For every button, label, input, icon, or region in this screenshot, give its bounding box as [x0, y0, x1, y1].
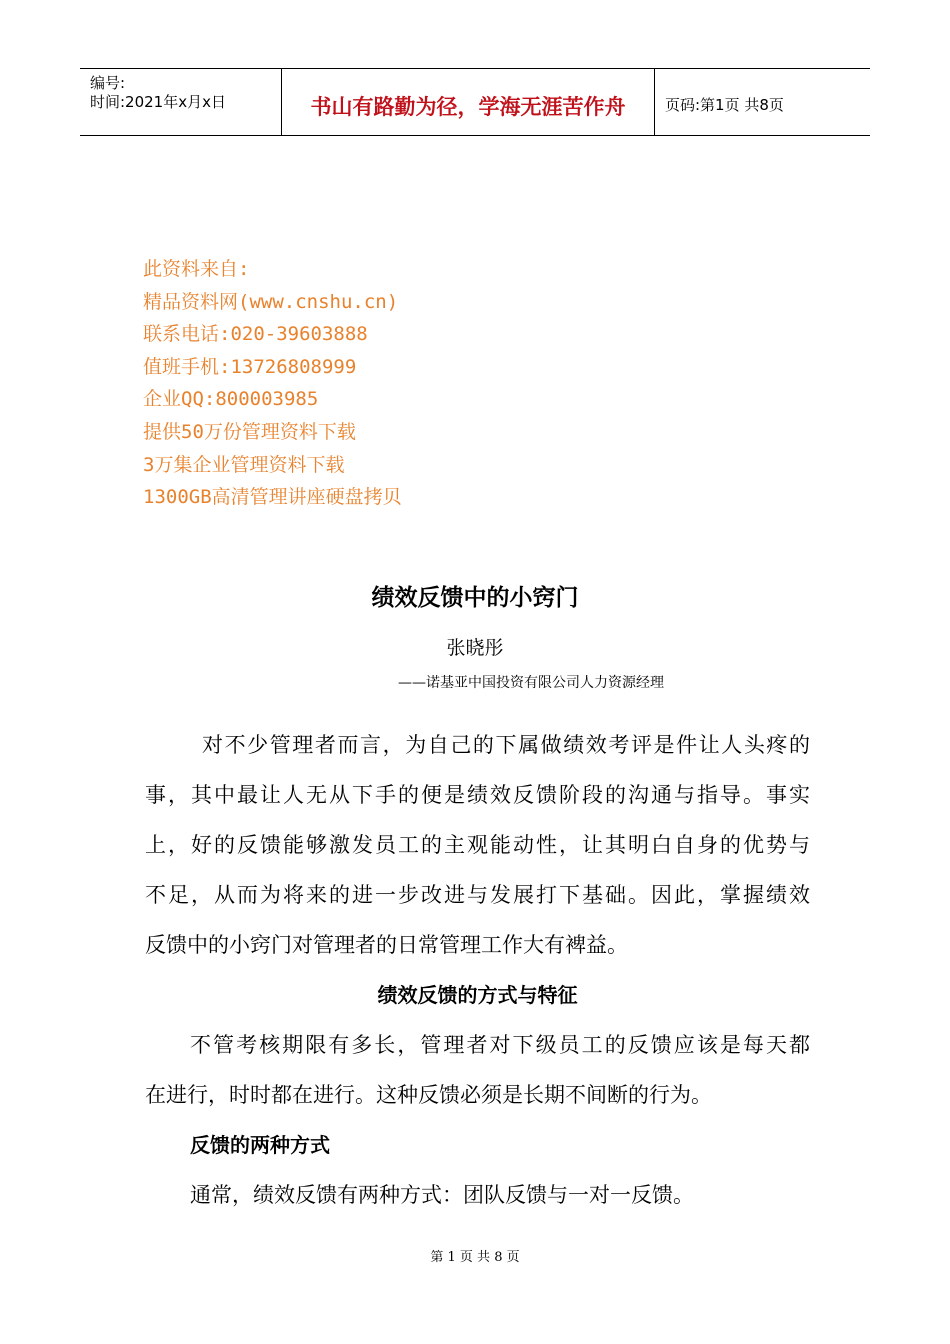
promo-line: 企业QQ:800003985: [143, 388, 319, 411]
article-title: 绩效反馈中的小窍门: [371, 585, 579, 611]
promo-line: 3万集企业管理资料下载: [143, 453, 345, 476]
page-label: 页码:第1页 共8页: [665, 96, 784, 114]
paragraph-line: 反馈中的小窍门对管理者的日常管理工作大有裨益。: [145, 933, 628, 957]
paragraph-line: 对不少管理者而言，为自己的下属做绩效考评是件让人头疼的: [202, 733, 810, 757]
paragraph-line: 上，好的反馈能够激发员工的主观能动性，让其明白自身的优势与: [145, 833, 810, 857]
promo-line: 1300GB高清管理讲座硬盘拷贝: [143, 486, 402, 509]
paragraph-line: 事，其中最让人无从下手的便是绩效反馈阶段的沟通与指导。事实: [145, 783, 810, 807]
page-footer: 第 1 页 共 8 页: [430, 1250, 520, 1265]
paragraph-line: 在进行，时时都在进行。这种反馈必须是长期不间断的行为。: [145, 1083, 712, 1107]
article-body: [145, 720, 810, 1220]
promo-line: 提供50万份管理资料下载: [143, 420, 356, 443]
header-middle-cell: [282, 69, 655, 135]
header-left-cell: [80, 69, 282, 135]
promo-line: 值班手机:13726808999: [143, 355, 357, 378]
paragraph-line: 不管考核期限有多长，管理者对下级员工的反馈应该是每天都: [190, 1033, 810, 1057]
code-label: 编号:: [90, 74, 126, 92]
promo-line: 联系电话:020-39603888: [143, 323, 368, 346]
section-heading: 绩效反馈的方式与特征: [377, 983, 578, 1007]
paragraph-line: 不足，从而为将来的进一步改进与发展打下基础。因此，掌握绩效: [145, 883, 810, 907]
promo-line: 此资料来自:: [143, 258, 250, 280]
header-right-cell: [655, 69, 870, 135]
date-label: 时间:2021年x月x日: [90, 93, 226, 111]
promo-line: 精品资料网(www.cnshu.cn): [143, 290, 399, 313]
author-affiliation: ——诺基亚中国投资有限公司人力资源经理: [398, 675, 664, 691]
article-author: 张晓彤: [446, 637, 504, 659]
paragraph-line: 通常，绩效反馈有两种方式：团队反馈与一对一反馈。: [190, 1183, 694, 1207]
promo-block: [143, 253, 402, 514]
motto: 书山有路勤为径，学海无涯苦作舟: [310, 94, 626, 119]
subsection-heading: 反馈的两种方式: [190, 1133, 330, 1157]
header-table: [80, 68, 870, 136]
